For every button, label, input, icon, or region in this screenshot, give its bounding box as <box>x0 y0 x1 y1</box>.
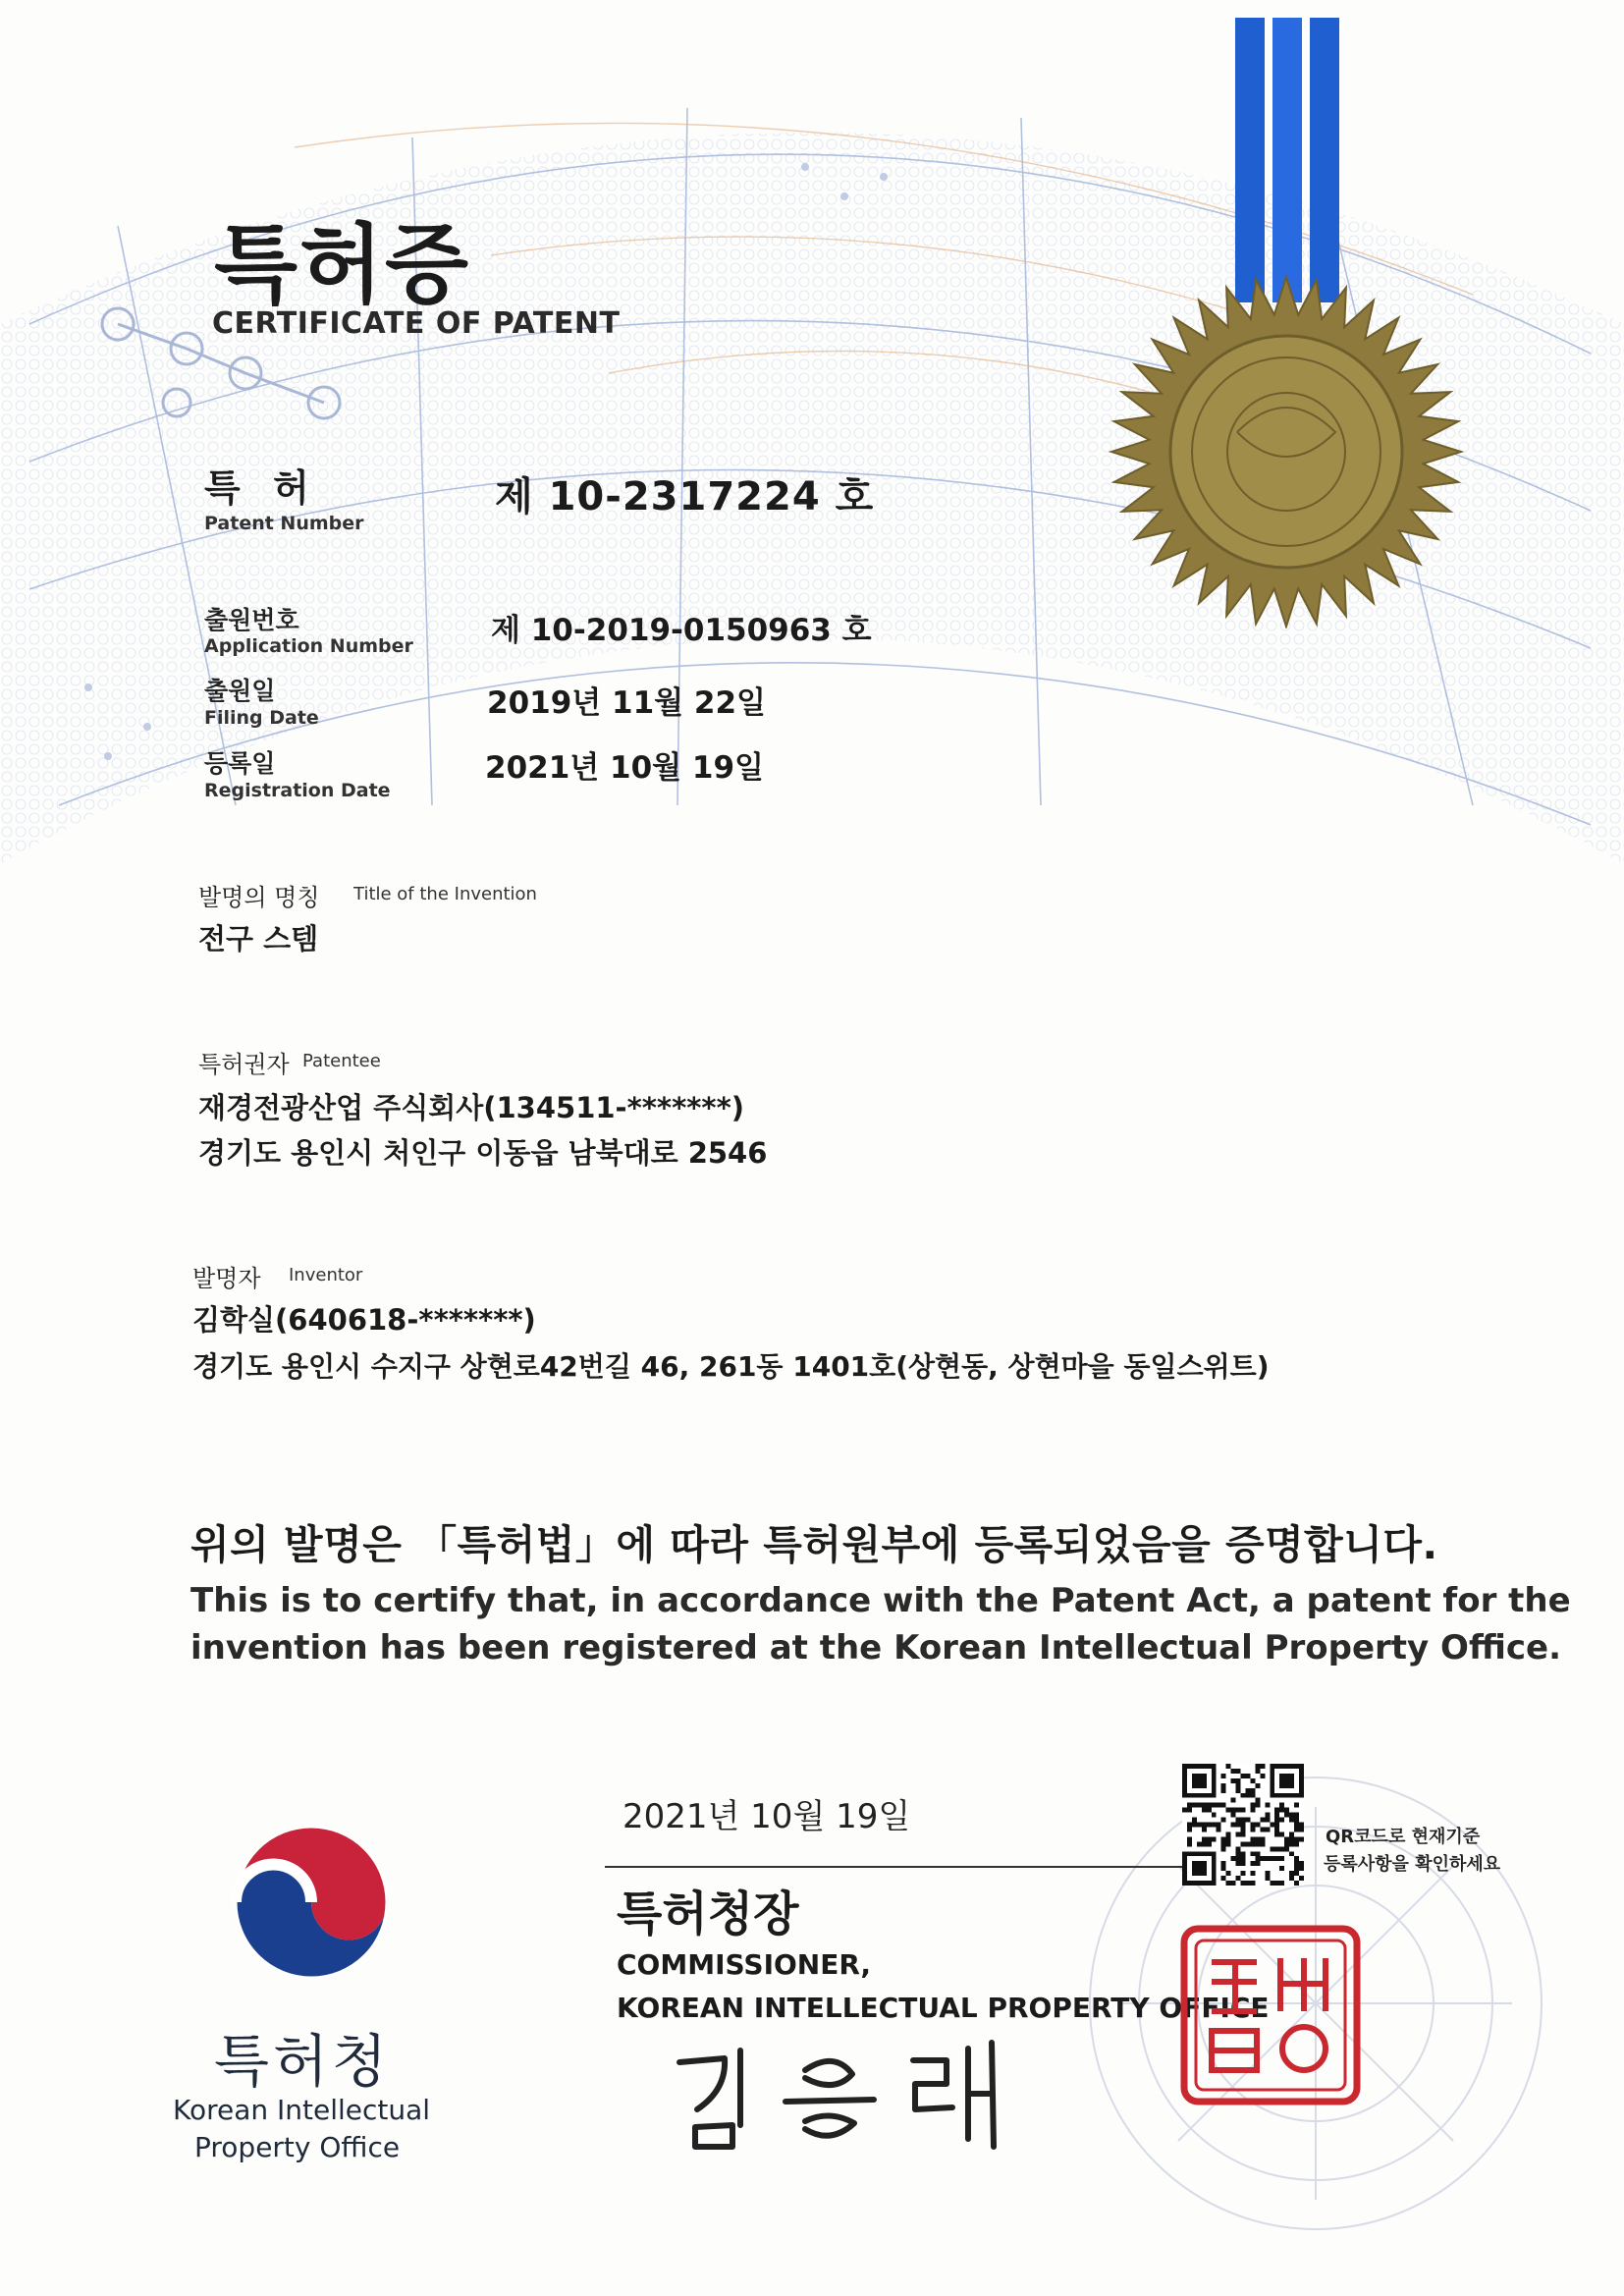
registration-date-value: 2021년 10월 19일 <box>485 750 764 786</box>
invention-label-en: Title of the Invention <box>353 884 537 904</box>
inventor-label-en: Inventor <box>289 1265 363 1285</box>
invention-label-ko: 발명의 명칭 <box>198 884 320 911</box>
patent-number-value: 제 10-2317224 호 <box>495 474 875 519</box>
certification-statement-en-line1: This is to certify that, in accordance with the Patent Act, a patent for the <box>190 1581 1571 1620</box>
patentee-label-ko: 특허권자 <box>198 1051 290 1078</box>
kipo-name-en-line1: Korean Intellectual <box>173 2094 431 2126</box>
filing-date-value: 2019년 11월 22일 <box>487 685 766 721</box>
commissioner-title-en-line1: COMMISSIONER, <box>617 1948 872 1981</box>
issue-date: 2021년 10월 19일 <box>623 1797 911 1836</box>
inventor-name: 김학실(640618-*******) <box>192 1303 536 1337</box>
commissioner-title-ko: 특허청장 <box>617 1886 799 1941</box>
patent-number-label-en: Patent Number <box>204 513 364 534</box>
qr-code[interactable] <box>1182 1764 1304 1886</box>
certificate-title-ko: 특허증 <box>214 214 471 315</box>
filing-date-label-ko: 출원일 <box>204 677 276 705</box>
qr-note-line2: 등록사항을 확인하세요 <box>1324 1854 1501 1875</box>
inventor-address: 경기도 용인시 수지구 상현로42번길 46, 261동 1401호(상현동, 상현마을 동일스위트) <box>192 1350 1270 1383</box>
patentee-label-en: Patentee <box>302 1051 381 1071</box>
kipo-taegeuk-logo <box>218 1809 405 1995</box>
certification-statement-ko: 위의 발명은 「특허법」에 따라 특허원부에 등록되었음을 증명합니다. <box>190 1521 1438 1568</box>
invention-title: 전구 스템 <box>198 922 319 956</box>
application-number-label-ko: 출원번호 <box>204 606 299 634</box>
registration-date-label-ko: 등록일 <box>204 749 276 778</box>
registration-date-label-en: Registration Date <box>204 780 391 801</box>
inventor-label-ko: 발명자 <box>192 1265 261 1292</box>
qr-note-line1: QR코드로 현재기준 <box>1326 1827 1481 1847</box>
certificate-title-en: CERTIFICATE OF PATENT <box>212 306 621 341</box>
kipo-name-en-line2: Property Office <box>194 2131 401 2163</box>
application-number-label-en: Application Number <box>204 635 413 657</box>
patentee-name: 재경전광산업 주식회사(134511-*******) <box>198 1091 745 1124</box>
kipo-name-ko: 특허청 <box>214 2028 392 2095</box>
filing-date-label-en: Filing Date <box>204 707 319 729</box>
commissioner-rule <box>605 1866 1243 1868</box>
certification-statement-en-line2: invention has been registered at the Korean Intellectual Property Office. <box>190 1628 1561 1667</box>
commissioner-title-en-line2: KOREAN INTELLECTUAL PROPERTY OFFICE <box>617 1992 1270 2024</box>
patentee-address: 경기도 용인시 처인구 이동읍 남북대로 2546 <box>198 1136 768 1170</box>
commissioner-signature <box>668 2031 1021 2159</box>
gold-seal-emblem <box>1080 0 1512 629</box>
official-red-stamp <box>1178 1923 1363 2107</box>
application-number-value: 제 10-2019-0150963 호 <box>491 613 872 648</box>
patent-number-label-ko: 특 허 <box>204 466 319 510</box>
